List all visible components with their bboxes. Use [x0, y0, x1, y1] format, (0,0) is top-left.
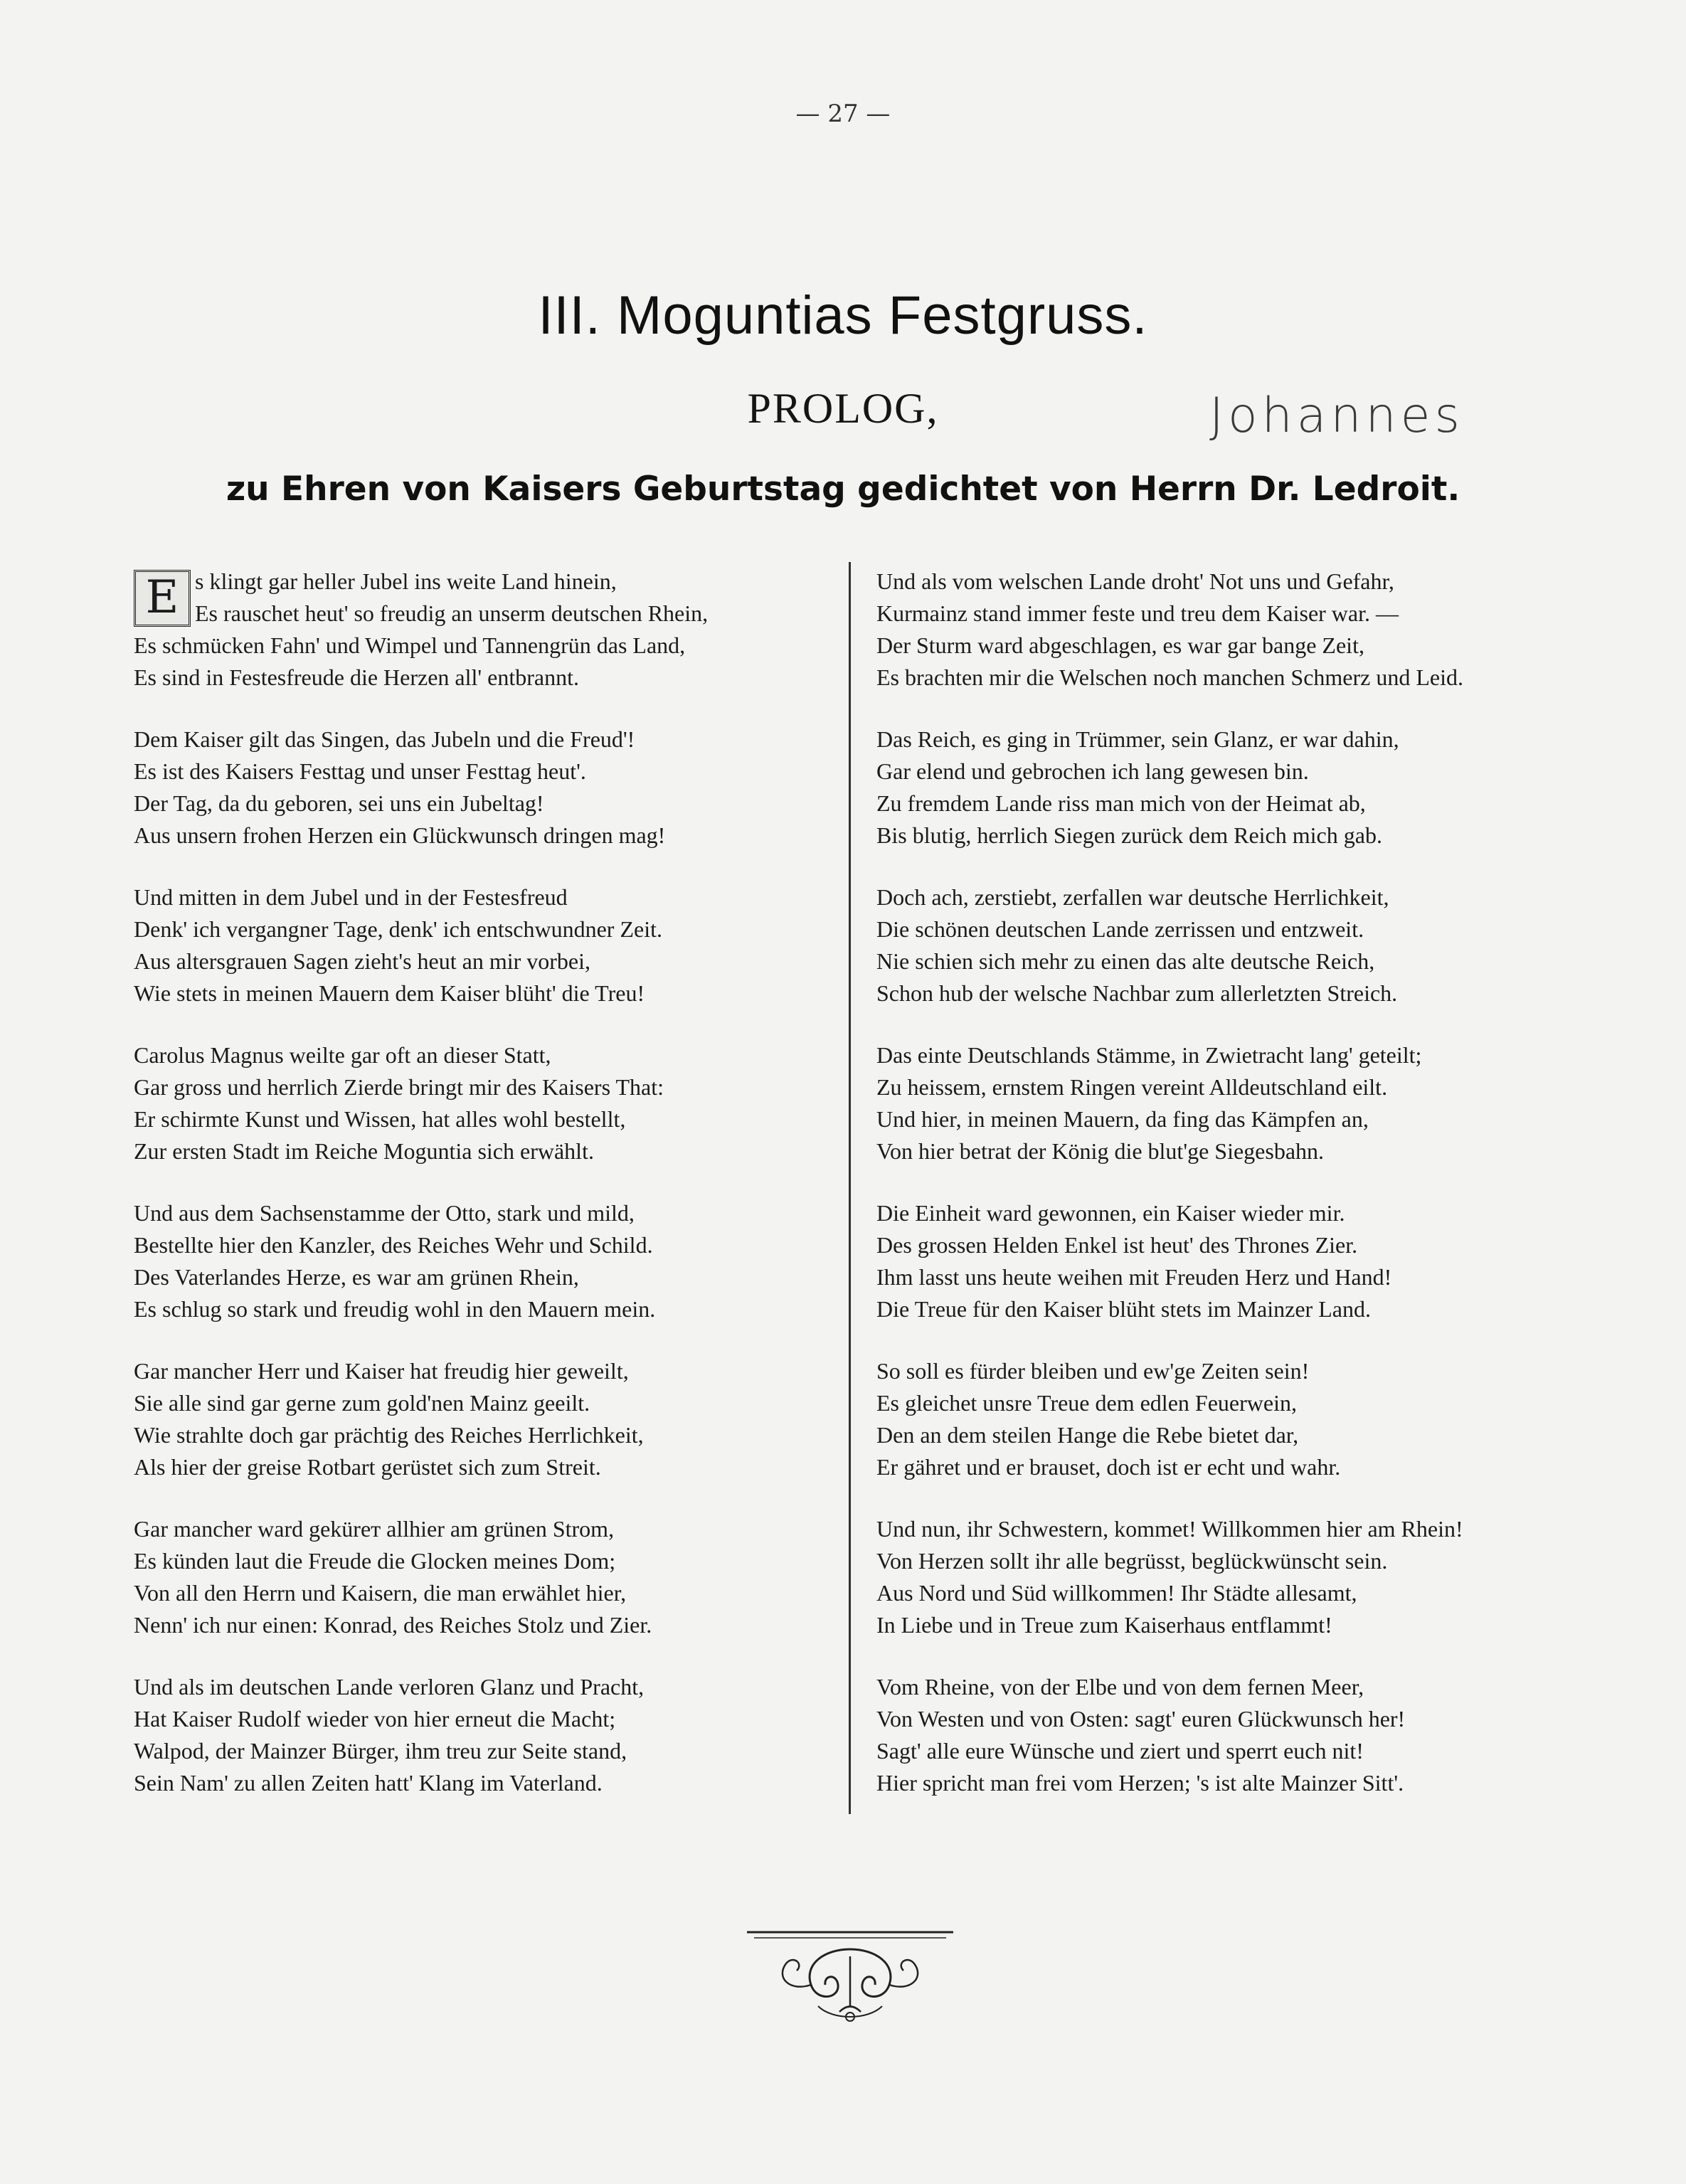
drop-cap-initial: E	[134, 570, 191, 627]
poem-line	[134, 1229, 838, 1261]
poem-line-text: Doch ach, zerstiebt, zerfallen war deutsche Herrlichkeit,	[876, 884, 1389, 910]
decorative-ornament-icon	[747, 1928, 953, 2035]
poem-line	[134, 1103, 838, 1135]
poem-line	[134, 1609, 838, 1641]
poem-line-text: Bis blutig, herrlich Siegen zurück dem Reich mich gab.	[876, 822, 1382, 848]
poem-line	[134, 881, 838, 913]
stanza	[876, 1671, 1588, 1829]
poem-line-text: Es brachten mir die Welschen noch manchen Schmerz und Leid.	[876, 664, 1463, 690]
poem-line	[876, 1229, 1588, 1261]
poem-line	[134, 598, 838, 630]
stanza	[876, 1355, 1588, 1513]
poem-line-text: Aus Nord und Süd willkommen! Ihr Städte allesamt,	[876, 1580, 1357, 1606]
poem-line-text: Walpod, der Mainzer Bürger, ihm treu zur Seite stand,	[134, 1738, 627, 1764]
poem-line	[876, 723, 1588, 756]
poem-line-text: Es künden laut die Freude die Glocken meines Dom;	[134, 1548, 616, 1574]
poem-line	[134, 788, 838, 820]
poem-line	[876, 1735, 1588, 1767]
poem-line-text: Zu fremdem Lande riss man mich von der Heimat ab,	[876, 790, 1366, 816]
poem-line	[134, 662, 838, 694]
poem-line-text: Gar elend und gebrochen ich lang gewesen bin.	[876, 758, 1309, 784]
poem-line	[876, 1071, 1588, 1103]
poem-line-text: Er gähret und er brauset, doch ist er echt und wahr.	[876, 1454, 1341, 1480]
poem-line-text: Es rauschet heut' so freudig an unserm deutschen Rhein,	[195, 600, 709, 626]
right-poem-column	[876, 566, 1588, 1829]
poem-line	[876, 1355, 1588, 1387]
poem-line-text: Ihm lasst uns heute weihen mit Freuden Herz und Hand!	[876, 1264, 1392, 1290]
poem-line	[134, 1767, 838, 1799]
poem-line	[876, 598, 1588, 630]
poem-line-text: Des Vaterlandes Herze, es war am grünen Rhein,	[134, 1264, 579, 1290]
poem-line-text: Nie schien sich mehr zu einen das alte deutsche Reich,	[876, 948, 1375, 974]
poem-line-text: Sein Nam' zu allen Zeiten hatt' Klang im Vaterland.	[134, 1770, 603, 1796]
poem-line-text: Bestellte hier den Kanzler, des Reiches Wehr und Schild.	[134, 1232, 653, 1258]
poem-line	[134, 1355, 838, 1387]
poem-line-text: Es schmücken Fahn' und Wimpel und Tannengrün das Land,	[134, 632, 686, 658]
poem-line-text: Carolus Magnus weilte gar oft an dieser Statt,	[134, 1042, 551, 1068]
poem-line	[134, 1261, 838, 1293]
stanza	[876, 1197, 1588, 1355]
poem-line	[876, 1577, 1588, 1609]
poem-line-text: Kurmainz stand immer feste und treu dem Kaiser war. —	[876, 600, 1399, 626]
poem-line-text: Die Treue für den Kaiser blüht stets im Mainzer Land.	[876, 1296, 1371, 1322]
poem-line	[134, 977, 838, 1009]
poem-line	[876, 881, 1588, 913]
stanza	[134, 881, 838, 1039]
poem-line-text: Gar gross und herrlich Zierde bringt mir des Kaisers That:	[134, 1074, 664, 1100]
poem-line	[134, 1545, 838, 1577]
poem-line	[134, 1513, 838, 1545]
poem-line-text: Von Herzen sollt ihr alle begrüsst, beglückwünscht sein.	[876, 1548, 1388, 1574]
poem-line-text: Das einte Deutschlands Stämme, in Zwietracht lang' geteilt;	[876, 1042, 1422, 1068]
poem-line-text: Aus unsern frohen Herzen ein Glückwunsch dringen mag!	[134, 822, 666, 848]
poem-line	[134, 1135, 838, 1167]
stanza	[876, 1513, 1588, 1671]
stanza	[876, 1039, 1588, 1197]
poem-line-text: Wie strahlte doch gar prächtig des Reiches Herrlichkeit,	[134, 1422, 644, 1448]
poem-line-text: s klingt gar heller Jubel ins weite Land hinein,	[195, 568, 617, 594]
poem-line	[876, 1703, 1588, 1735]
stanza	[134, 1513, 838, 1671]
stanza	[876, 566, 1588, 723]
poem-line-text: Und aus dem Sachsenstamme der Otto, stark und mild,	[134, 1200, 635, 1226]
stanza	[134, 1671, 838, 1829]
poem-line-text: Sie alle sind gar gerne zum gold'nen Mainz geeilt.	[134, 1390, 590, 1416]
poem-line-text: Schon hub der welsche Nachbar zum allerletzten Streich.	[876, 980, 1398, 1006]
poem-line	[134, 1419, 838, 1451]
stanza	[134, 1039, 838, 1197]
poem-line-text: Gar mancher Herr und Kaiser hat freudig hier geweilt,	[134, 1358, 629, 1384]
poem-line	[134, 820, 838, 852]
poem-line-text: Es ist des Kaisers Festtag und unser Festtag heut'.	[134, 758, 586, 784]
poem-line	[876, 756, 1588, 788]
poem-line-text: Und nun, ihr Schwestern, kommet! Willkommen hier am Rhein!	[876, 1516, 1463, 1542]
poem-line-text: Aus altersgrauen Sagen zieht's heut an mir vorbei,	[134, 948, 591, 974]
poem-line-text: Sagt' alle eure Wünsche und ziert und sperrt euch nit!	[876, 1738, 1364, 1764]
poem-line	[876, 1039, 1588, 1071]
poem-line-text: Hat Kaiser Rudolf wieder von hier erneut die Macht;	[134, 1706, 616, 1732]
poem-line	[134, 1735, 838, 1767]
poem-line	[876, 820, 1588, 852]
poem-line	[134, 1387, 838, 1419]
stanza	[134, 723, 838, 881]
poem-line	[876, 566, 1588, 598]
poem-line-text: In Liebe und in Treue zum Kaiserhaus entflammt!	[876, 1612, 1332, 1638]
poem-line	[876, 1451, 1588, 1483]
poem-line	[876, 662, 1588, 694]
poem-line-text: Von hier betrat der König die blut'ge Siegesbahn.	[876, 1138, 1325, 1164]
poem-line-text: So soll es fürder bleiben und ew'ge Zeiten sein!	[876, 1358, 1310, 1384]
poem-subtitle: PROLOG,	[747, 385, 939, 432]
poem-line	[876, 1103, 1588, 1135]
poem-line-text: Und als vom welschen Lande droht' Not uns und Gefahr,	[876, 568, 1394, 594]
poem-line-text: Zur ersten Stadt im Reiche Moguntia sich erwählt.	[134, 1138, 594, 1164]
poem-line	[876, 945, 1588, 977]
poem-line	[876, 1135, 1588, 1167]
poem-line-text: Der Tag, da du geboren, sei uns ein Jubeltag!	[134, 790, 544, 816]
poem-line	[134, 1039, 838, 1071]
poem-line	[876, 1609, 1588, 1641]
poem-line-text: Die Einheit ward gewonnen, ein Kaiser wieder mir.	[876, 1200, 1345, 1226]
poem-line	[134, 630, 838, 662]
poem-line	[134, 1197, 838, 1229]
poem-line-text: Hier spricht man frei vom Herzen; 's ist alte Mainzer Sitt'.	[876, 1770, 1404, 1796]
poem-line-text: Gar mancher ward gekürет allhier am grünen Strom,	[134, 1516, 615, 1542]
poem-line	[134, 1071, 838, 1103]
poem-line	[134, 723, 838, 756]
stanza	[134, 1355, 838, 1513]
poem-line	[876, 913, 1588, 945]
poem-line	[134, 756, 838, 788]
poem-line-text: Denk' ich vergangner Tage, denk' ich entschwundner Zeit.	[134, 916, 662, 942]
poem-line	[876, 788, 1588, 820]
poem-line	[134, 1671, 838, 1703]
poem-line-text: Den an dem steilen Hange die Rebe bietet dar,	[876, 1422, 1299, 1448]
column-divider	[849, 562, 851, 1814]
poem-line	[134, 1293, 838, 1325]
poem-line-text: Vom Rheine, von der Elbe und von dem fernen Meer,	[876, 1674, 1364, 1700]
poem-line	[876, 1197, 1588, 1229]
poem-line-text: Dem Kaiser gilt das Singen, das Jubeln und die Freud'!	[134, 726, 635, 752]
left-poem-column	[134, 566, 838, 1829]
poem-line	[876, 1261, 1588, 1293]
poem-line	[134, 1451, 838, 1483]
poem-line	[134, 913, 838, 945]
poem-line	[134, 1703, 838, 1735]
poem-line	[876, 1767, 1588, 1799]
poem-line	[134, 1577, 838, 1609]
poem-line	[876, 1419, 1588, 1451]
poem-line-text: Das Reich, es ging in Trümmer, sein Glanz, er war dahin,	[876, 726, 1399, 752]
poem-line	[876, 1545, 1588, 1577]
poem-line	[876, 1671, 1588, 1703]
poem-line-text: Nenn' ich nur einen: Konrad, des Reiches Stolz und Zier.	[134, 1612, 652, 1638]
poem-line-text: Die schönen deutschen Lande zerrissen und entzweit.	[876, 916, 1364, 942]
poem-line-text: Es sind in Festesfreude die Herzen all' entbrannt.	[134, 664, 580, 690]
poem-line-text: Von Westen und von Osten: sagt' euren Glückwunsch her!	[876, 1706, 1406, 1732]
page-number: — 27 —	[795, 100, 891, 128]
poem-line	[876, 1387, 1588, 1419]
dedication-line: zu Ehren von Kaisers Geburtstag gedichtet von Herrn Dr. Ledroit.	[226, 470, 1460, 509]
poem-line	[134, 945, 838, 977]
poem-line-text: Von all den Herrn und Kaisern, die man erwählet hier,	[134, 1580, 627, 1606]
poem-line-text: Der Sturm ward abgeschlagen, es war gar bange Zeit,	[876, 632, 1364, 658]
poem-line	[876, 1293, 1588, 1325]
poem-title: III. Moguntias Festgruss.	[538, 285, 1148, 346]
poem-line-text: Es gleichet unsre Treue dem edlen Feuerwein,	[876, 1390, 1297, 1416]
poem-line	[876, 977, 1588, 1009]
stanza	[876, 723, 1588, 881]
poem-line-text: Er schirmte Kunst und Wissen, hat alles wohl bestellt,	[134, 1106, 626, 1132]
poem-line-text: Als hier der greise Rotbart gerüstet sich zum Streit.	[134, 1454, 601, 1480]
poem-line-text: Zu heissem, ernstem Ringen vereint Alldeutschland eilt.	[876, 1074, 1388, 1100]
poem-line	[876, 630, 1588, 662]
poem-line-text: Und mitten in dem Jubel und in der Festesfreud	[134, 884, 568, 910]
stanza	[134, 1197, 838, 1355]
stanza	[876, 881, 1588, 1039]
poem-line	[876, 1513, 1588, 1545]
poem-line-text: Des grossen Helden Enkel ist heut' des Thrones Zier.	[876, 1232, 1358, 1258]
handwritten-annotation: Johannes	[1209, 388, 1464, 444]
stanza	[134, 566, 838, 723]
poem-line-text: Es schlug so stark und freudig wohl in den Mauern mein.	[134, 1296, 656, 1322]
poem-line-text: Und hier, in meinen Mauern, da fing das Kämpfen an,	[876, 1106, 1369, 1132]
poem-line-text: Und als im deutschen Lande verloren Glanz und Pracht,	[134, 1674, 645, 1700]
poem-line-text: Wie stets in meinen Mauern dem Kaiser blüht' die Treu!	[134, 980, 645, 1006]
